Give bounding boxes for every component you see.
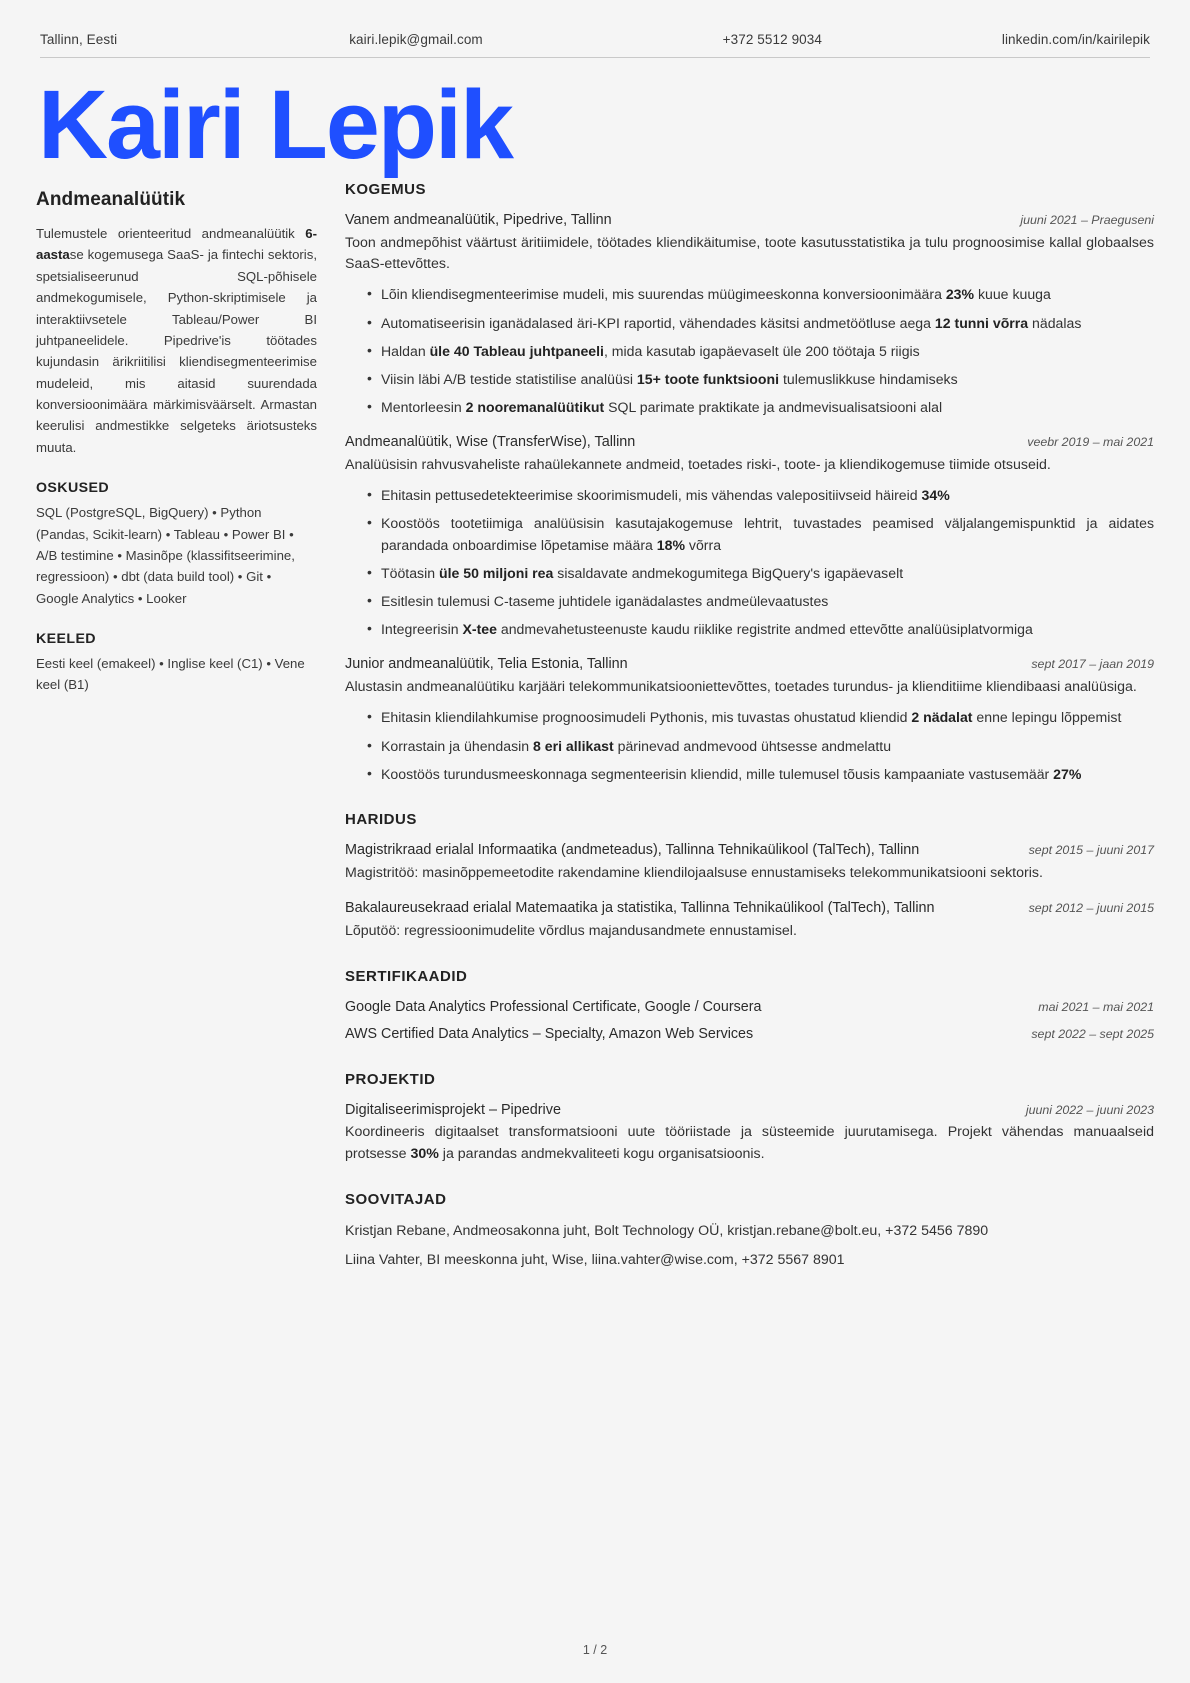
entry-title: Andmeanalüütik, Wise (TransferWise), Tallinn bbox=[345, 434, 636, 451]
contact-phone[interactable]: +372 5512 9034 bbox=[722, 32, 822, 47]
entry-title: Google Data Analytics Professional Certificate, Google / Coursera bbox=[345, 999, 762, 1016]
main-content bbox=[341, 179, 1154, 1278]
reference-item: Liina Vahter, BI meeskonna juht, Wise, liina.vahter@wise.com, +372 5567 8901 bbox=[345, 1252, 845, 1269]
entry-header bbox=[345, 654, 1154, 675]
entry-description: Alustasin andmeanalüütiku karjääri telekommunikatsiooniettevõttes, toetades turundus- ja klienditiime kliendibaasi analüüsiga. bbox=[345, 679, 1137, 696]
certificates-heading: SERTIFIKAADID bbox=[345, 968, 468, 986]
experience-list bbox=[345, 210, 1154, 785]
entry-description: Koordineeris digitaalset transformatsiooni uute tööriistade ja süsteemide juurutamisega. Projekt vähendas manuaalseid protsesse 30% ja parandas andmekvaliteeti kogu organisatsioonis. bbox=[345, 1124, 1154, 1162]
bullet-item: • Haldan üle 40 Tableau juhtpaneeli, mida kasutab igapäevaselt üle 200 töötaja 5 riigis bbox=[367, 341, 1154, 362]
contact-location: Tallinn, Eesti bbox=[40, 32, 118, 47]
summary-text: Tulemustele orienteeritud andmeanalüütik 6-aastase kogemusega SaaS- ja fintechi sektoris, spetsialiseerunud SQL-põhisele andmekogumisele, Python-skriptimisele ja interaktiivsetele Tableau/Power BI juhtpaneelidele. Pipedrive'is töötades kujundasin ärikriitilisi kliendisegmenteerimise mudeleid, mis aitasid suurendada konversioonimäära märkimisväärselt. Armastan keerulisi andmestikke selgeteks äriotsusteks muuta. bbox=[36, 226, 317, 455]
contact-email[interactable]: kairi.lepik@gmail.com bbox=[349, 32, 483, 47]
entry bbox=[345, 210, 1154, 418]
entry-header bbox=[345, 997, 1154, 1018]
entry-date: sept 2022 – sept 2025 bbox=[1031, 1026, 1154, 1041]
entry bbox=[345, 840, 1154, 884]
languages-heading: KEELED bbox=[36, 631, 96, 647]
bullet-list bbox=[345, 485, 1154, 640]
entry-description: Toon andmepõhist väärtust äritiimidele, töötades kliendikäitumise, toote kasutusstatistika ja tulu prognoosimise kallal globaalses SaaS-ettevõttes. bbox=[345, 234, 1154, 273]
bullet-item: • Töötasin üle 50 miljoni rea sisaldavate andmekogumitega BigQuery's igapäevaselt bbox=[367, 563, 1154, 584]
resume-body bbox=[36, 179, 1154, 1278]
education-list bbox=[345, 840, 1154, 942]
education-heading: HARIDUS bbox=[345, 810, 417, 828]
reference-item: Kristjan Rebane, Andmeosakonna juht, Bolt Technology OÜ, kristjan.rebane@bolt.eu, +372 5456 7890 bbox=[345, 1223, 989, 1240]
references-list bbox=[345, 1220, 1154, 1272]
bullet-item: • Lõin kliendisegmenteerimise mudeli, mis suurendas müügimeeskonna konversioonimäära 23% kuue kuuga bbox=[367, 284, 1154, 305]
entry-date: sept 2017 – jaan 2019 bbox=[1031, 657, 1154, 672]
entry bbox=[345, 898, 1154, 942]
entry-header bbox=[345, 840, 1154, 861]
languages-text: Eesti keel (emakeel) • Inglise keel (C1) • Vene keel (B1) bbox=[36, 656, 305, 693]
sidebar bbox=[36, 179, 341, 696]
entry bbox=[345, 997, 1154, 1018]
entry-date: sept 2015 – juuni 2017 bbox=[1028, 842, 1154, 857]
projects-list bbox=[345, 1100, 1154, 1165]
entry-header bbox=[345, 1024, 1154, 1045]
bullet-list bbox=[345, 284, 1154, 418]
bullet-item: • Integreerisin X-tee andmevahetusteenuste kaudu riiklike registrite andmed ettevõtte analüüsiplatvormiga bbox=[367, 619, 1154, 640]
certificates-list bbox=[345, 997, 1154, 1044]
contact-bar bbox=[36, 28, 1154, 57]
entry-description: Magistritöö: masinõppemeetodite rakendamine kliendilojaalsuse ennustamiseks telekommunikatsiooni sektoris. bbox=[345, 864, 1043, 881]
bullet-item: • Ehitasin pettusedetekteerimise skoorimismudeli, mis vähendas valepositiivseid häireid 34% bbox=[367, 485, 1154, 506]
page-footer: 1 / 2 bbox=[582, 1643, 608, 1657]
bullet-item: • Korrastain ja ühendasin 8 eri allikast pärinevad andmevood ühtsesse andmelattu bbox=[367, 736, 1154, 757]
projects-heading: PROJEKTID bbox=[345, 1070, 436, 1088]
entry-header bbox=[345, 210, 1154, 231]
entry-description: Lõputöö: regressioonimudelite võrdlus majandusandmete ennustamisel. bbox=[345, 922, 797, 939]
skills-text: SQL (PostgreSQL, BigQuery) • Python (Pandas, Scikit-learn) • Tableau • Power BI • A/B testimine • Masinõpe (klassifitseerimine, regressioon) • dbt (data build tool) • Git • Google Analytics • Looker bbox=[36, 505, 295, 606]
bullet-item: • Mentorleesin 2 nooremanalüütikut SQL parimate praktikate ja andmevisualisatsiooni alal bbox=[367, 397, 1154, 418]
entry bbox=[345, 1024, 1154, 1045]
entry-header bbox=[345, 432, 1154, 453]
skills-heading: OSKUSED bbox=[36, 480, 109, 497]
entry bbox=[345, 654, 1154, 785]
entry-title: Magistrikraad erialal Informaatika (andmeteadus), Tallinna Tehnikaülikool (TalTech), Tallinn bbox=[345, 841, 920, 858]
entry-title: Junior andmeanalüütik, Telia Estonia, Tallinn bbox=[345, 656, 628, 673]
entry-title: Bakalaureusekraad erialal Matemaatika ja statistika, Tallinna Tehnikaülikool (TalTech), Tallinn bbox=[345, 899, 935, 916]
page-title: Kairi Lepik bbox=[38, 70, 512, 179]
entry-date: veebr 2019 – mai 2021 bbox=[1027, 435, 1154, 450]
entry-date: juuni 2022 – juuni 2023 bbox=[1025, 1102, 1154, 1117]
entry-title: Digitaliseerimisprojekt – Pipedrive bbox=[345, 1101, 561, 1118]
entry-title: AWS Certified Data Analytics – Specialty, Amazon Web Services bbox=[345, 1025, 754, 1042]
experience-heading: KOGEMUS bbox=[345, 181, 427, 198]
bullet-item: • Esitlesin tulemusi C-taseme juhtidele iganädalastes andmeülevaatustes bbox=[367, 591, 1154, 612]
references-heading: SOOVITAJAD bbox=[345, 1191, 447, 1209]
bullet-item: • Koostöös turundusmeeskonnaga segmenteerisin kliendid, mille tulemusel tõusis kampaaniate vastusemäär 27% bbox=[367, 764, 1154, 785]
entry bbox=[345, 1100, 1154, 1165]
entry-header bbox=[345, 898, 1154, 919]
entry-date: mai 2021 – mai 2021 bbox=[1038, 1000, 1154, 1015]
bullet-list bbox=[345, 707, 1154, 784]
bullet-item: • Viisin läbi A/B testide statistilise analüüsi 15+ toote funktsiooni tulemuslikkuse hindamiseks bbox=[367, 369, 1154, 390]
entry-title: Vanem andmeanalüütik, Pipedrive, Tallinn bbox=[345, 212, 612, 228]
header-divider bbox=[40, 57, 1150, 58]
bullet-item: • Automatiseerisin iganädalased äri-KPI raportid, vähendades käsitsi andmetöötluse aega 12 tunni võrra nädalas bbox=[367, 313, 1154, 334]
entry-description: Analüüsisin rahvusvaheliste rahaülekannete andmeid, toetades riski-, toote- ja kliendikogemuse tiimide otsuseid. bbox=[345, 457, 1051, 474]
bullet-item: • Koostöös tootetiimiga analüüsisin kasutajakogemuse lehtrit, tuvastades peamised väljalangemispunktid ja aidates parandada onboardimise lõpetamise määra 18% võrra bbox=[367, 513, 1154, 555]
entry-date: juuni 2021 – Praeguseni bbox=[1020, 213, 1154, 227]
entry-date: sept 2012 – juuni 2015 bbox=[1028, 900, 1154, 915]
entry bbox=[345, 432, 1154, 640]
bullet-item: • Ehitasin kliendilahkumise prognoosimudeli Pythonis, mis tuvastas ohustatud kliendid 2 nädalat enne lepingu lõppemist bbox=[367, 707, 1154, 728]
entry-header bbox=[345, 1100, 1154, 1121]
contact-linkedin[interactable]: linkedin.com/in/kairilepik bbox=[1001, 32, 1151, 47]
headline: Andmeanalüütik bbox=[36, 189, 186, 210]
